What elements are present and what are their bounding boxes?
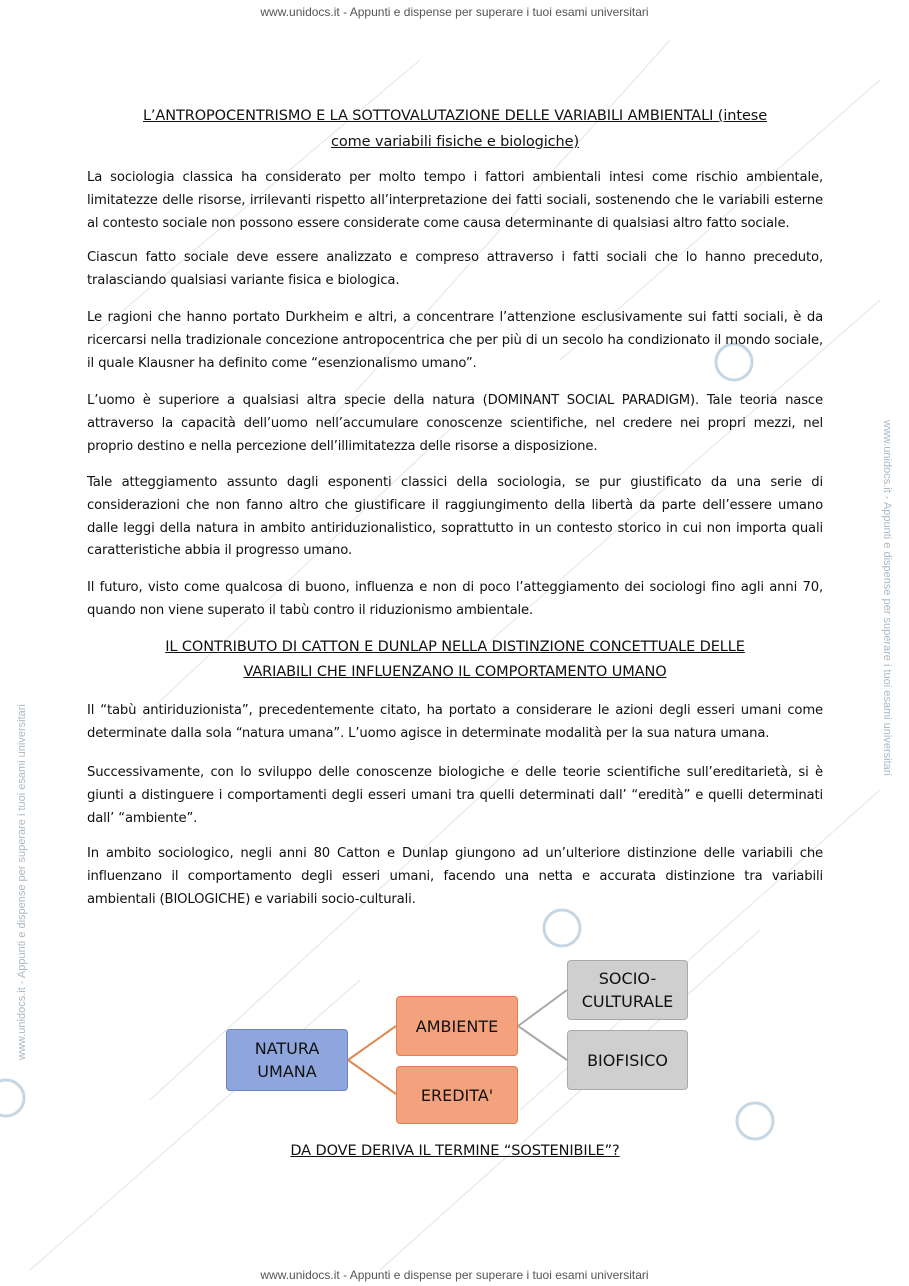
header-banner: www.unidocs.it - Appunti e dispense per superare i tuoi esami universitari: [260, 5, 649, 19]
paragraph: Il “tabù antiriduzionista”, precedentemente citato, ha portato a considerare le azioni degli esseri umani come determinate dalla sola “natura umana”. L’uomo agisce in determinate modalità per la sua natura umana.: [87, 703, 823, 741]
footer-banner: www.unidocs.it - Appunti e dispense per superare i tuoi esami universitari: [260, 1268, 649, 1282]
paragraph: Le ragioni che hanno portato Durkheim e altri, a concentrare l’attenzione esclusivamente sui fatti sociali, è da ricercarsi nella tradizionale concezione antropocentrica che per più di un secolo ha condizionato il mondo sociale, il quale Klausner ha definito come “esenzionalismo umano”.: [87, 310, 823, 371]
section3-title: DA DOVE DERIVA IL TERMINE “SOSTENIBILE”?: [290, 1143, 620, 1159]
diagram-node-natura-umana: [226, 1029, 348, 1091]
side-text-left: www.unidocs.it - Appunti e dispense per superare i tuoi esami universitari: [16, 704, 28, 1060]
diagram-node-label: SOCIO-: [598, 969, 657, 988]
paragraph: Il futuro, visto come qualcosa di buono, influenza e non di poco l’atteggiamento dei sociologi fino agli anni 70, quando non viene superato il tabù contro il riduzionismo ambientale.: [87, 580, 823, 618]
connector-ambiente-biofisico: [518, 1026, 567, 1060]
diagram-node-label: UMANA: [257, 1062, 317, 1081]
diagram-node-label: NATURA: [254, 1039, 320, 1058]
diagram-node-label: AMBIENTE: [415, 1016, 499, 1036]
paragraph: La sociologia classica ha considerato per molto tempo i fattori ambientali intesi come rischio ambientale, limitatezze delle risorse, irrilevanti rispetto all’interpretazione dei fatti sociali, sostenendo che le variabili esterne al contesto sociale non possono essere considerate come causa determinante di qualsiasi altro fatto sociale.: [87, 170, 823, 231]
paragraph: In ambito sociologico, negli anni 80 Catton e Dunlap giungono ad un’ulteriore distinzione delle variabili che influenzano il comportamento degli esseri umani, facendo una netta e accurata distinzione tra variabili ambientali (BIOLOGICHE) e variabili socio-culturali.: [87, 846, 823, 907]
diagram-node-label: BIOFISICO: [587, 1050, 668, 1070]
paragraph: Tale atteggiamento assunto dagli esponenti classici della sociologia, se pur giustificato da una serie di considerazioni che non fanno altro che giustificare il raggiungimento della libertà da parte dell’essere umano dalle leggi della natura in ambito antiriduzionalistico, soprattutto in un contesto storico in cui non importa quali caratteristiche abbia il progresso umano.: [87, 475, 823, 559]
diagram-node-socio-culturale: [567, 960, 688, 1020]
section2-title-line1: IL CONTRIBUTO DI CATTON E DUNLAP NELLA DISTINZIONE CONCETTUALE DELLE: [165, 639, 745, 655]
connector-natura-ambiente: [348, 1026, 396, 1060]
diagram-node-label: EREDITA': [420, 1085, 494, 1105]
section2-title-line2: VARIABILI CHE INFLUENZANO IL COMPORTAMENTO UMANO: [243, 664, 667, 680]
diagram-node-eredita: [396, 1066, 518, 1124]
connector-natura-eredita: [348, 1060, 396, 1094]
paragraph: L’uomo è superiore a qualsiasi altra specie della natura (DOMINANT SOCIAL PARADIGM). Tale teoria nasce attraverso la capacità dell’uomo nell’accumulare conoscenze scientifiche, nel credere nei propri mezzi, nel proprio destino e nella percezione dell’illimitatezza delle risorse a disposizione.: [87, 393, 823, 454]
paragraph: Successivamente, con lo sviluppo delle conoscenze biologiche e delle teorie scientifiche sull’ereditarietà, si è giunti a distinguere i comportamenti degli esseri umani tra quelli determinati dall’ “eredità” e quelli determinati dall’ “ambiente”.: [87, 765, 823, 826]
side-text-right: www.unidocs.it - Appunti e dispense per superare i tuoi esami universitari: [881, 420, 893, 776]
section1-title-line2: come variabili fisiche e biologiche): [330, 134, 580, 150]
diagram-node-biofisico: [567, 1030, 688, 1090]
diagram-node-label: CULTURALE: [581, 992, 674, 1011]
section1-title-line1: L’ANTROPOCENTRISMO E LA SOTTOVALUTAZIONE DELLE VARIABILI AMBIENTALI (intese: [142, 108, 768, 124]
diagram-node-ambiente: [396, 996, 518, 1056]
connector-ambiente-socio: [518, 990, 567, 1026]
paragraph: Ciascun fatto sociale deve essere analizzato e compreso attraverso i fatti sociali che lo hanno preceduto, tralasciando qualsiasi variante fisica e biologica.: [87, 250, 823, 288]
